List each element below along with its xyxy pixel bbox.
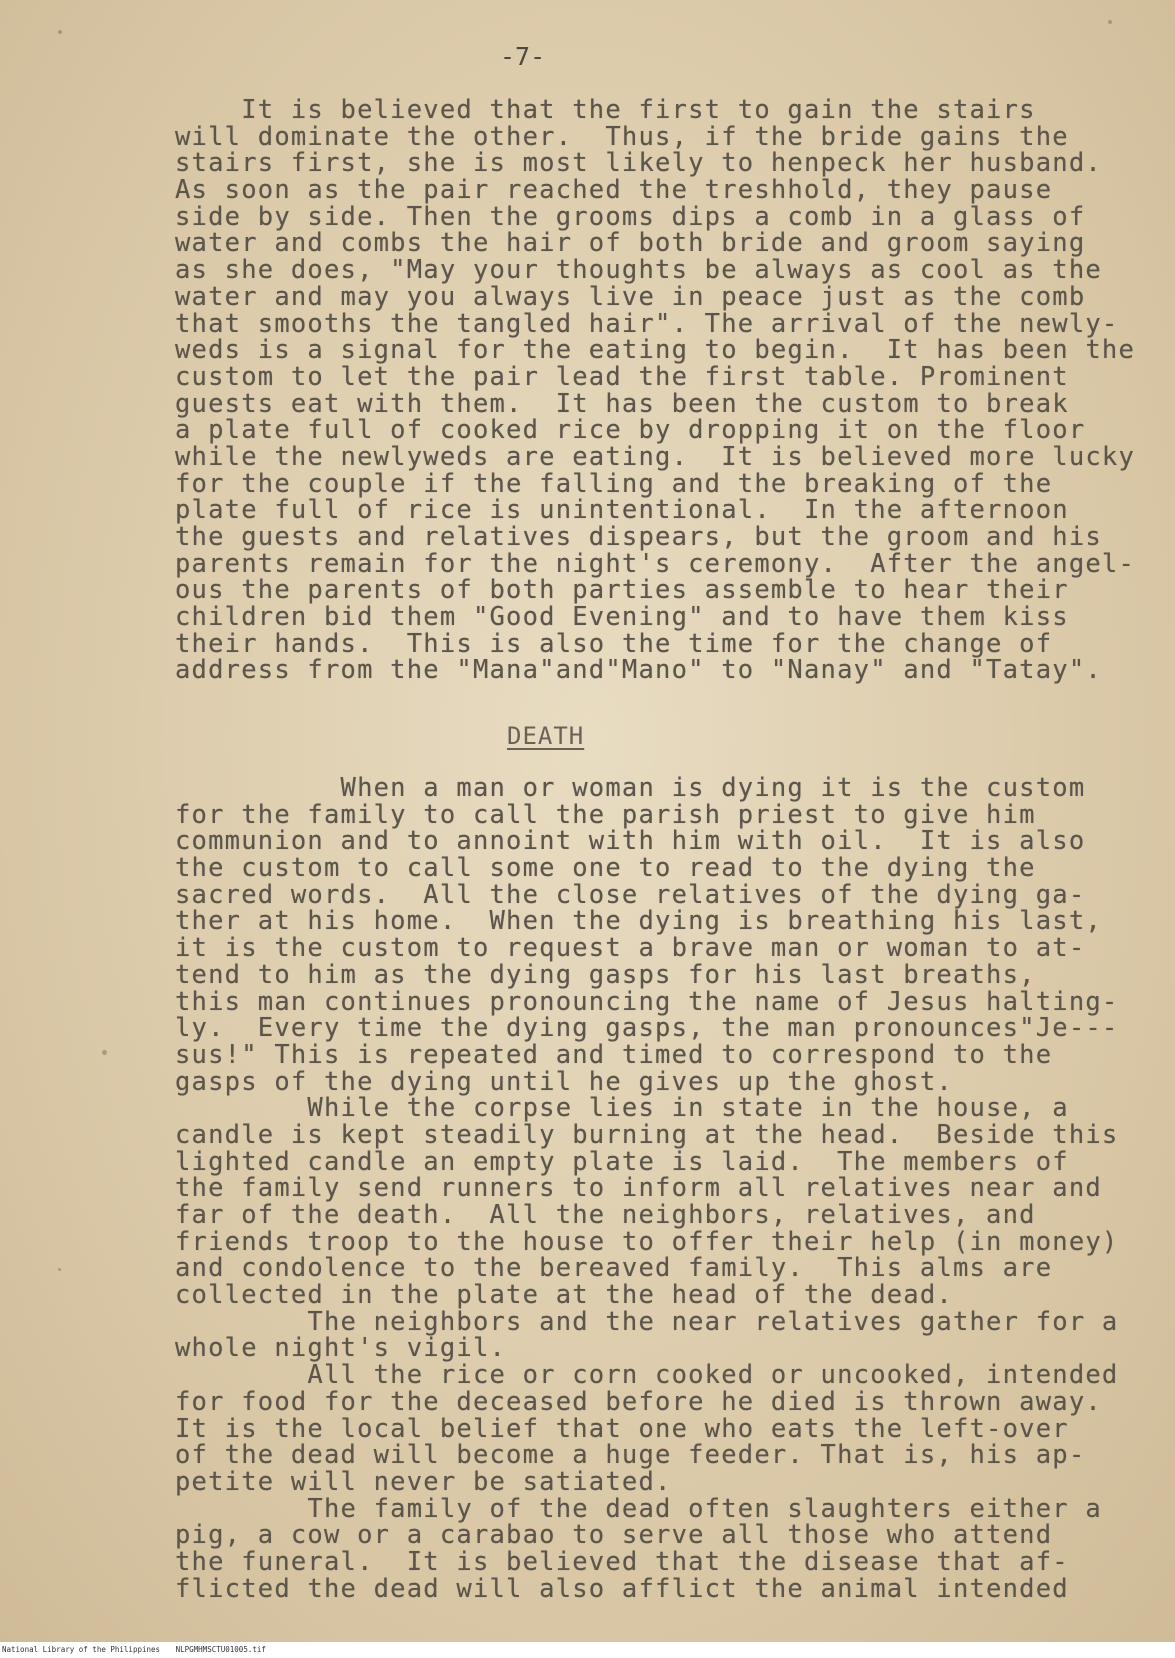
wedding-text-line: As soon as the pair reached the treshhold, they pause — [175, 175, 1053, 206]
wedding-text-line: stairs first, she is most likely to henpeck her husband. — [175, 148, 1102, 179]
paragraph-death-customs — [175, 773, 1119, 1604]
death-text-line: gasps of the dying until he gives up the ghost. — [175, 1066, 953, 1097]
death-text-line: flicted the dead will also afflict the animal intended — [175, 1573, 1069, 1604]
death-text-line: It is the local belief that one who eats the left-over — [175, 1413, 1069, 1444]
death-text-line: this man continues pronouncing the name of Jesus halting- — [175, 986, 1119, 1017]
death-text-line: communion and to annoint with him with oil. It is also — [175, 826, 1086, 857]
paper-speck — [102, 1050, 107, 1055]
death-text-line: whole night's vigil. — [175, 1333, 507, 1364]
section-heading-death: DEATH — [507, 722, 585, 750]
wedding-text-line: as she does, "May your thoughts be always as cool as the — [175, 255, 1102, 286]
death-text-line: collected in the plate at the head of the dead. — [175, 1280, 953, 1311]
death-text-line: pig, a cow or a carabao to serve all those who attend — [175, 1520, 1053, 1551]
death-text-line: petite will never be satiated. — [175, 1466, 672, 1497]
death-text-line: All the rice or corn cooked or uncooked, intended — [175, 1360, 1119, 1391]
wedding-text-line: while the newlyweds are eating. It is believed more lucky — [175, 441, 1136, 472]
wedding-text-line: a plate full of cooked rice by dropping it on the floor — [175, 415, 1086, 446]
footer-library: National Library of the Philippines — [2, 1645, 161, 1654]
death-text-line: friends troop to the house to offer their help (in money) — [175, 1226, 1119, 1257]
death-text-line: the family send runners to inform all relatives near and — [175, 1173, 1102, 1204]
wedding-text-line: for the couple if the falling and the breaking of the — [175, 468, 1053, 499]
page-number: -7- — [500, 42, 546, 71]
death-text-line: sacred words. All the close relatives of the dying ga- — [175, 879, 1086, 910]
death-text-line: ly. Every time the dying gasps, the man pronounces"Je--- — [175, 1013, 1119, 1044]
death-text-line: The neighbors and the near relatives gather for a — [175, 1306, 1119, 1337]
wedding-text-line: the guests and relatives dispears, but the groom and his — [175, 522, 1102, 552]
paper-speck — [58, 30, 62, 34]
paper-speck — [1108, 20, 1112, 24]
wedding-text-line: will dominate the other. Thus, if the bride gains the — [175, 121, 1069, 152]
death-text-line: sus!" This is repeated and timed to correspond to the — [175, 1039, 1053, 1070]
death-text-line: for the family to call the parish priest to give him — [175, 799, 1036, 830]
wedding-text-line: water and combs the hair of both bride and groom saying — [175, 228, 1086, 259]
footer-file-id: NLPGMHMSCTU01005.tif — [175, 1645, 266, 1654]
death-text-line: it is the custom to request a brave man or woman to at- — [175, 933, 1086, 964]
death-text-line: When a man or woman is dying it is the custom — [175, 773, 1086, 803]
wedding-text-line: It is believed that the first to gain the stairs — [175, 95, 1036, 125]
wedding-text-line: custom to let the pair lead the first table. Prominent — [175, 361, 1069, 392]
wedding-text-line: address from the "Mana"and"Mano" to "Nanay" and "Tatay". — [175, 655, 1102, 686]
death-text-line: the custom to call some one to read to the dying the — [175, 853, 1036, 884]
death-text-line: The family of the dead often slaughters either a — [175, 1493, 1102, 1524]
death-text-line: and condolence to the bereaved family. This alms are — [175, 1253, 1053, 1284]
wedding-text-line: side by side. Then the grooms dips a comb in a glass of — [175, 201, 1086, 232]
wedding-text-line: parents remain for the night's ceremony. After the angel- — [175, 548, 1136, 579]
death-text-line: for food for the deceased before he died is thrown away. — [175, 1386, 1102, 1417]
death-text-line: tend to him as the dying gasps for his last breaths, — [175, 959, 1036, 990]
wedding-text-line: ous the parents of both parties assemble to hear their — [175, 575, 1069, 606]
paper-speck — [58, 1268, 61, 1271]
wedding-text-line: guests eat with them. It has been the custom to break — [175, 388, 1069, 419]
scan-footer — [0, 1642, 1175, 1658]
wedding-text-line: children bid them "Good Evening" and to have them kiss — [175, 602, 1069, 633]
death-text-line: lighted candle an empty plate is laid. The members of — [175, 1146, 1069, 1177]
death-text-line: While the corpse lies in state in the house, a — [175, 1093, 1069, 1124]
wedding-text-line: plate full of rice is unintentional. In the afternoon — [175, 495, 1069, 526]
death-text-line: ther at his home. When the dying is breathing his last, — [175, 906, 1102, 937]
death-text-line: of the dead will become a huge feeder. That is, his ap- — [175, 1440, 1086, 1471]
death-text-line: the funeral. It is believed that the disease that af- — [175, 1546, 1069, 1577]
death-text-line: candle is kept steadily burning at the head. Beside this — [175, 1119, 1119, 1150]
death-text-line: far of the death. All the neighbors, relatives, and — [175, 1200, 1036, 1230]
wedding-text-line: their hands. This is also the time for the change of — [175, 628, 1053, 659]
wedding-text-line: that smooths the tangled hair". The arrival of the newly- — [175, 308, 1119, 339]
wedding-text-line: weds is a signal for the eating to begin. It has been the — [175, 335, 1136, 366]
paragraph-wedding-customs — [175, 95, 1136, 686]
wedding-text-line: water and may you always live in peace just as the comb — [175, 281, 1086, 312]
